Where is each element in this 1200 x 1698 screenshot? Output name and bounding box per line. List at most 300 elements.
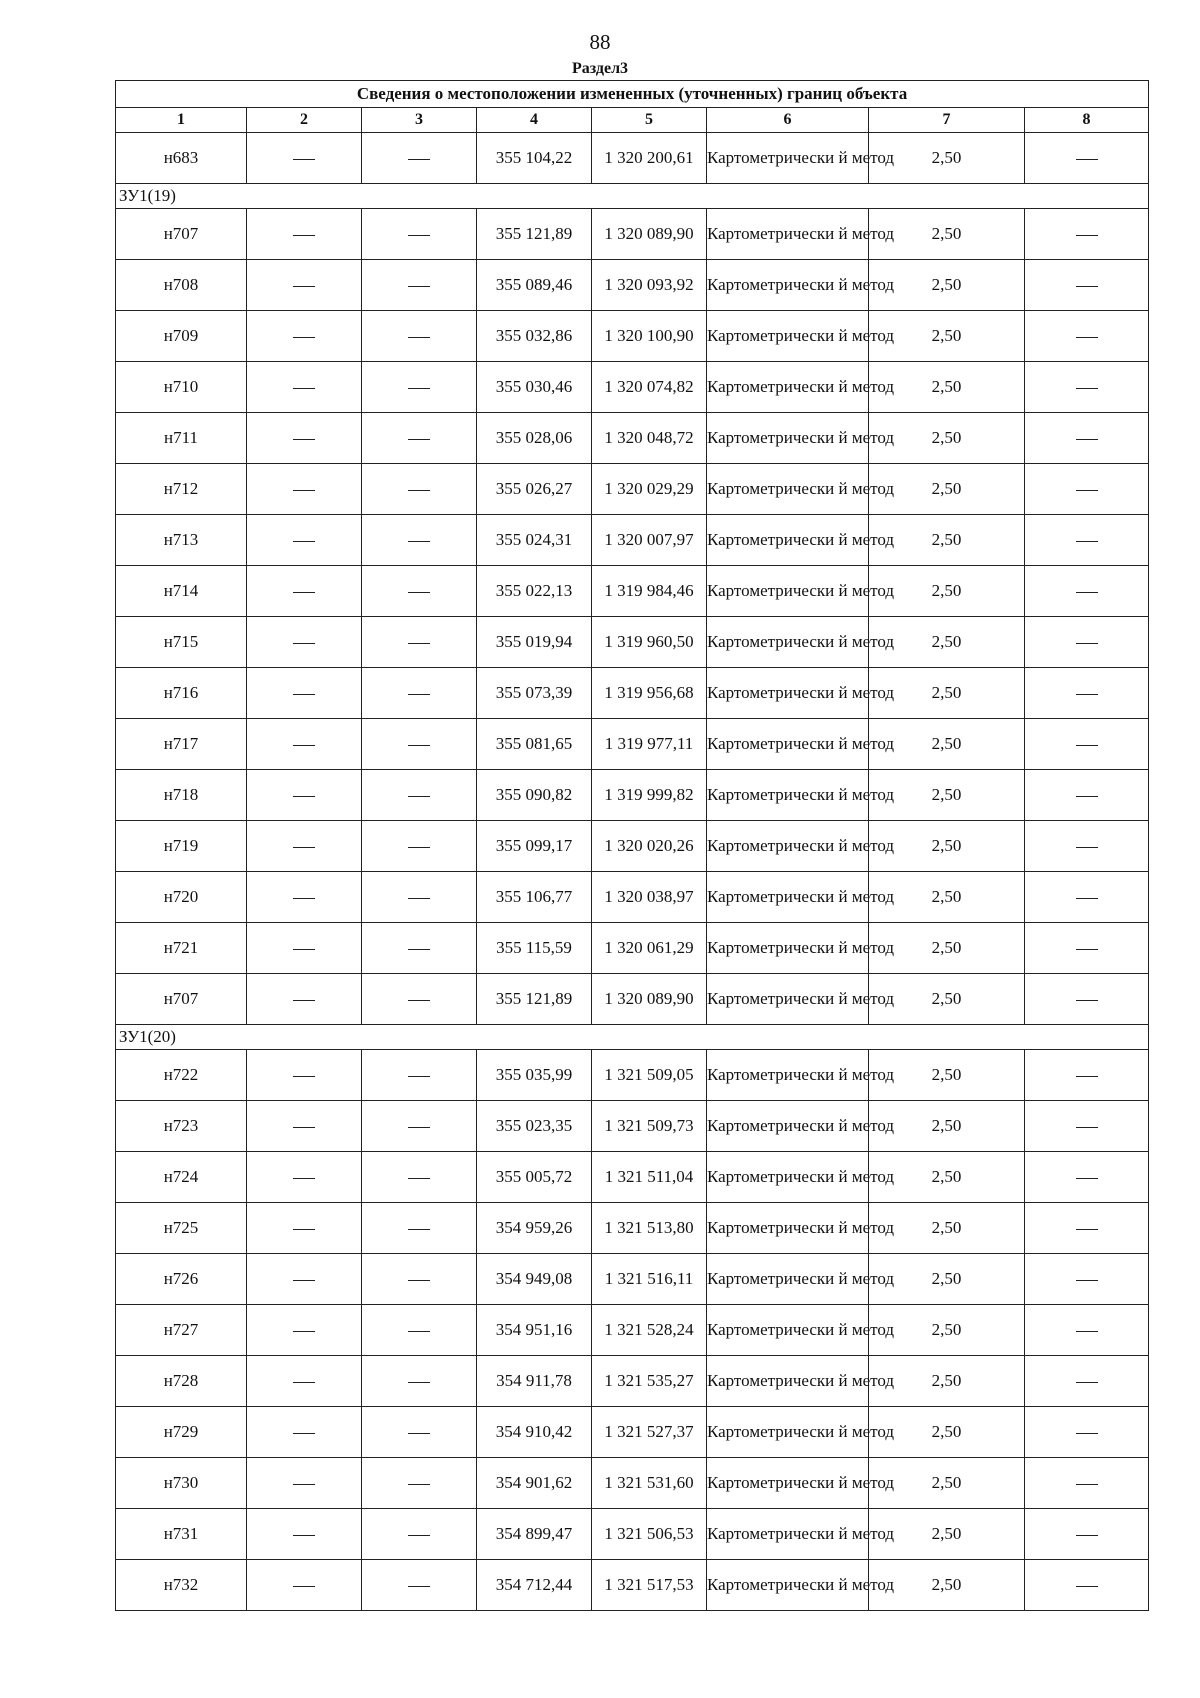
col8-empty-cell xyxy=(1025,1152,1149,1203)
dash-mark xyxy=(408,490,430,491)
dash-mark xyxy=(293,1127,315,1128)
column-number: 7 xyxy=(869,108,1025,133)
dash-mark xyxy=(408,949,430,950)
method-cell: Картометрически й метод xyxy=(707,668,869,719)
table-caption: Сведения о местоположении измененных (уточненных) границ объекта xyxy=(116,81,1149,108)
dash-mark xyxy=(293,337,315,338)
y-coordinate-cell: 1 319 977,11 xyxy=(592,719,707,770)
col8-empty-cell xyxy=(1025,974,1149,1025)
accuracy-cell: 2,50 xyxy=(869,719,1025,770)
point-name-cell: н716 xyxy=(116,668,247,719)
point-name-cell: н720 xyxy=(116,872,247,923)
col8-empty-cell xyxy=(1025,1101,1149,1152)
col3-empty-cell xyxy=(362,1254,477,1305)
col3-empty-cell xyxy=(362,464,477,515)
col2-empty-cell xyxy=(247,464,362,515)
coordinates-table xyxy=(115,80,1149,1611)
x-coordinate-cell: 354 901,62 xyxy=(477,1458,592,1509)
y-coordinate-cell: 1 321 506,53 xyxy=(592,1509,707,1560)
accuracy-cell: 2,50 xyxy=(869,1458,1025,1509)
dash-mark xyxy=(1076,1000,1098,1001)
col8-empty-cell xyxy=(1025,1050,1149,1101)
accuracy-cell: 2,50 xyxy=(869,668,1025,719)
dash-mark xyxy=(1076,643,1098,644)
column-number: 6 xyxy=(707,108,869,133)
method-cell: Картометрически й метод xyxy=(707,923,869,974)
accuracy-cell: 2,50 xyxy=(869,1152,1025,1203)
table-row xyxy=(116,770,1149,821)
dash-mark xyxy=(293,694,315,695)
x-coordinate-cell: 355 005,72 xyxy=(477,1152,592,1203)
accuracy-cell: 2,50 xyxy=(869,1254,1025,1305)
col2-empty-cell xyxy=(247,1560,362,1611)
point-name-cell: н724 xyxy=(116,1152,247,1203)
dash-mark xyxy=(293,1586,315,1587)
dash-mark xyxy=(1076,1178,1098,1179)
accuracy-cell: 2,50 xyxy=(869,133,1025,184)
col3-empty-cell xyxy=(362,872,477,923)
point-name-cell: н711 xyxy=(116,413,247,464)
method-cell: Картометрически й метод xyxy=(707,1509,869,1560)
point-name-cell: н707 xyxy=(116,974,247,1025)
x-coordinate-cell: 355 099,17 xyxy=(477,821,592,872)
x-coordinate-cell: 354 911,78 xyxy=(477,1356,592,1407)
x-coordinate-cell: 355 106,77 xyxy=(477,872,592,923)
dash-mark xyxy=(1076,796,1098,797)
y-coordinate-cell: 1 320 020,26 xyxy=(592,821,707,872)
dash-mark xyxy=(1076,1382,1098,1383)
x-coordinate-cell: 355 104,22 xyxy=(477,133,592,184)
x-coordinate-cell: 355 090,82 xyxy=(477,770,592,821)
dash-mark xyxy=(1076,1280,1098,1281)
x-coordinate-cell: 355 073,39 xyxy=(477,668,592,719)
point-name-cell: н732 xyxy=(116,1560,247,1611)
y-coordinate-cell: 1 319 960,50 xyxy=(592,617,707,668)
col8-empty-cell xyxy=(1025,260,1149,311)
dash-mark xyxy=(408,1586,430,1587)
method-cell: Картометрически й метод xyxy=(707,362,869,413)
col3-empty-cell xyxy=(362,1305,477,1356)
table-row xyxy=(116,1152,1149,1203)
accuracy-cell: 2,50 xyxy=(869,515,1025,566)
col8-empty-cell xyxy=(1025,770,1149,821)
col2-empty-cell xyxy=(247,719,362,770)
col2-empty-cell xyxy=(247,362,362,413)
dash-mark xyxy=(408,159,430,160)
dash-mark xyxy=(1076,235,1098,236)
point-name-cell: н713 xyxy=(116,515,247,566)
table-row xyxy=(116,464,1149,515)
dash-mark xyxy=(1076,490,1098,491)
col2-empty-cell xyxy=(247,1254,362,1305)
col8-empty-cell xyxy=(1025,1407,1149,1458)
dash-mark xyxy=(408,388,430,389)
accuracy-cell: 2,50 xyxy=(869,1560,1025,1611)
dash-mark xyxy=(408,745,430,746)
dash-mark xyxy=(1076,337,1098,338)
col2-empty-cell xyxy=(247,923,362,974)
dash-mark xyxy=(1076,286,1098,287)
x-coordinate-cell: 355 022,13 xyxy=(477,566,592,617)
col8-empty-cell xyxy=(1025,617,1149,668)
col8-empty-cell xyxy=(1025,668,1149,719)
accuracy-cell: 2,50 xyxy=(869,362,1025,413)
col8-empty-cell xyxy=(1025,515,1149,566)
col3-empty-cell xyxy=(362,311,477,362)
x-coordinate-cell: 355 115,59 xyxy=(477,923,592,974)
x-coordinate-cell: 355 019,94 xyxy=(477,617,592,668)
dash-mark xyxy=(1076,1331,1098,1332)
y-coordinate-cell: 1 320 074,82 xyxy=(592,362,707,413)
x-coordinate-cell: 354 899,47 xyxy=(477,1509,592,1560)
col3-empty-cell xyxy=(362,770,477,821)
method-cell: Картометрически й метод xyxy=(707,617,869,668)
y-coordinate-cell: 1 320 089,90 xyxy=(592,974,707,1025)
dash-mark xyxy=(408,1382,430,1383)
table-row xyxy=(116,1305,1149,1356)
dash-mark xyxy=(293,796,315,797)
point-name-cell: н727 xyxy=(116,1305,247,1356)
col8-empty-cell xyxy=(1025,1356,1149,1407)
col2-empty-cell xyxy=(247,1152,362,1203)
dash-mark xyxy=(293,1433,315,1434)
point-name-cell: н715 xyxy=(116,617,247,668)
dash-mark xyxy=(293,490,315,491)
accuracy-cell: 2,50 xyxy=(869,1203,1025,1254)
dash-mark xyxy=(408,235,430,236)
dash-mark xyxy=(408,1331,430,1332)
col2-empty-cell xyxy=(247,974,362,1025)
y-coordinate-cell: 1 319 956,68 xyxy=(592,668,707,719)
col2-empty-cell xyxy=(247,1203,362,1254)
y-coordinate-cell: 1 321 531,60 xyxy=(592,1458,707,1509)
method-cell: Картометрически й метод xyxy=(707,1458,869,1509)
col8-empty-cell xyxy=(1025,566,1149,617)
col8-empty-cell xyxy=(1025,133,1149,184)
dash-mark xyxy=(293,1382,315,1383)
method-cell: Картометрически й метод xyxy=(707,311,869,362)
col2-empty-cell xyxy=(247,1458,362,1509)
col3-empty-cell xyxy=(362,617,477,668)
method-cell: Картометрически й метод xyxy=(707,1152,869,1203)
accuracy-cell: 2,50 xyxy=(869,1101,1025,1152)
dash-mark xyxy=(1076,592,1098,593)
point-name-cell: н709 xyxy=(116,311,247,362)
accuracy-cell: 2,50 xyxy=(869,260,1025,311)
table-row xyxy=(116,133,1149,184)
col8-empty-cell xyxy=(1025,719,1149,770)
dash-mark xyxy=(408,439,430,440)
table-row xyxy=(116,311,1149,362)
dash-mark xyxy=(293,949,315,950)
accuracy-cell: 2,50 xyxy=(869,1050,1025,1101)
column-number: 5 xyxy=(592,108,707,133)
col3-empty-cell xyxy=(362,1509,477,1560)
dash-mark xyxy=(1076,694,1098,695)
dash-mark xyxy=(408,1000,430,1001)
col8-empty-cell xyxy=(1025,1458,1149,1509)
y-coordinate-cell: 1 320 061,29 xyxy=(592,923,707,974)
y-coordinate-cell: 1 321 527,37 xyxy=(592,1407,707,1458)
method-cell: Картометрически й метод xyxy=(707,566,869,617)
dash-mark xyxy=(1076,1076,1098,1077)
dash-mark xyxy=(1076,1535,1098,1536)
x-coordinate-cell: 354 712,44 xyxy=(477,1560,592,1611)
table-row xyxy=(116,362,1149,413)
column-number-row xyxy=(116,108,1149,133)
table-row xyxy=(116,260,1149,311)
table-row xyxy=(116,872,1149,923)
col2-empty-cell xyxy=(247,311,362,362)
dash-mark xyxy=(1076,159,1098,160)
method-cell: Картометрически й метод xyxy=(707,260,869,311)
y-coordinate-cell: 1 321 513,80 xyxy=(592,1203,707,1254)
col8-empty-cell xyxy=(1025,1305,1149,1356)
table-row xyxy=(116,668,1149,719)
y-coordinate-cell: 1 320 038,97 xyxy=(592,872,707,923)
method-cell: Картометрически й метод xyxy=(707,209,869,260)
dash-mark xyxy=(293,235,315,236)
point-name-cell: н731 xyxy=(116,1509,247,1560)
col3-empty-cell xyxy=(362,133,477,184)
dash-mark xyxy=(293,541,315,542)
y-coordinate-cell: 1 320 100,90 xyxy=(592,311,707,362)
dash-mark xyxy=(293,1535,315,1536)
dash-mark xyxy=(408,286,430,287)
table-row xyxy=(116,413,1149,464)
accuracy-cell: 2,50 xyxy=(869,1305,1025,1356)
x-coordinate-cell: 355 024,31 xyxy=(477,515,592,566)
table-row xyxy=(116,1509,1149,1560)
col3-empty-cell xyxy=(362,1050,477,1101)
point-name-cell: н729 xyxy=(116,1407,247,1458)
y-coordinate-cell: 1 319 984,46 xyxy=(592,566,707,617)
dash-mark xyxy=(408,1433,430,1434)
column-number: 1 xyxy=(116,108,247,133)
col3-empty-cell xyxy=(362,260,477,311)
dash-mark xyxy=(293,1484,315,1485)
dash-mark xyxy=(1076,949,1098,950)
group-label: ЗУ1(20) xyxy=(116,1025,1149,1050)
dash-mark xyxy=(408,541,430,542)
accuracy-cell: 2,50 xyxy=(869,1356,1025,1407)
accuracy-cell: 2,50 xyxy=(869,413,1025,464)
method-cell: Картометрически й метод xyxy=(707,770,869,821)
point-name-cell: н717 xyxy=(116,719,247,770)
dash-mark xyxy=(1076,1484,1098,1485)
dash-mark xyxy=(293,1178,315,1179)
dash-mark xyxy=(408,643,430,644)
col2-empty-cell xyxy=(247,566,362,617)
dash-mark xyxy=(1076,1229,1098,1230)
col2-empty-cell xyxy=(247,821,362,872)
method-cell: Картометрически й метод xyxy=(707,1560,869,1611)
dash-mark xyxy=(1076,541,1098,542)
accuracy-cell: 2,50 xyxy=(869,1509,1025,1560)
accuracy-cell: 2,50 xyxy=(869,821,1025,872)
y-coordinate-cell: 1 320 089,90 xyxy=(592,209,707,260)
point-name-cell: н683 xyxy=(116,133,247,184)
col2-empty-cell xyxy=(247,1101,362,1152)
accuracy-cell: 2,50 xyxy=(869,1407,1025,1458)
col3-empty-cell xyxy=(362,209,477,260)
point-name-cell: н719 xyxy=(116,821,247,872)
dash-mark xyxy=(293,1331,315,1332)
col2-empty-cell xyxy=(247,413,362,464)
x-coordinate-cell: 355 032,86 xyxy=(477,311,592,362)
dash-mark xyxy=(293,643,315,644)
col2-empty-cell xyxy=(247,770,362,821)
dash-mark xyxy=(408,1127,430,1128)
accuracy-cell: 2,50 xyxy=(869,566,1025,617)
point-name-cell: н728 xyxy=(116,1356,247,1407)
accuracy-cell: 2,50 xyxy=(869,770,1025,821)
point-name-cell: н712 xyxy=(116,464,247,515)
table-row xyxy=(116,209,1149,260)
column-number: 4 xyxy=(477,108,592,133)
col2-empty-cell xyxy=(247,1050,362,1101)
page-number: 88 xyxy=(589,30,611,54)
col2-empty-cell xyxy=(247,133,362,184)
dash-mark xyxy=(293,159,315,160)
col8-empty-cell xyxy=(1025,1560,1149,1611)
table-row xyxy=(116,1101,1149,1152)
dash-mark xyxy=(1076,1127,1098,1128)
dash-mark xyxy=(1076,1433,1098,1434)
column-number: 3 xyxy=(362,108,477,133)
section-title: Раздел3 xyxy=(571,60,629,77)
x-coordinate-cell: 355 089,46 xyxy=(477,260,592,311)
method-cell: Картометрически й метод xyxy=(707,1203,869,1254)
dash-mark xyxy=(1076,745,1098,746)
table-row xyxy=(116,719,1149,770)
table-row xyxy=(116,566,1149,617)
table-row xyxy=(116,1356,1149,1407)
method-cell: Картометрически й метод xyxy=(707,1254,869,1305)
dash-mark xyxy=(408,796,430,797)
method-cell: Картометрически й метод xyxy=(707,974,869,1025)
col2-empty-cell xyxy=(247,617,362,668)
col2-empty-cell xyxy=(247,1356,362,1407)
col3-empty-cell xyxy=(362,1560,477,1611)
col3-empty-cell xyxy=(362,566,477,617)
col8-empty-cell xyxy=(1025,311,1149,362)
group-label: ЗУ1(19) xyxy=(116,184,1149,209)
col2-empty-cell xyxy=(247,209,362,260)
point-name-cell: н714 xyxy=(116,566,247,617)
accuracy-cell: 2,50 xyxy=(869,923,1025,974)
method-cell: Картометрически й метод xyxy=(707,872,869,923)
x-coordinate-cell: 355 026,27 xyxy=(477,464,592,515)
table-row xyxy=(116,821,1149,872)
method-cell: Картометрически й метод xyxy=(707,1101,869,1152)
col8-empty-cell xyxy=(1025,1254,1149,1305)
col3-empty-cell xyxy=(362,515,477,566)
col3-empty-cell xyxy=(362,1152,477,1203)
point-name-cell: н718 xyxy=(116,770,247,821)
table-body xyxy=(116,133,1149,1611)
col8-empty-cell xyxy=(1025,1203,1149,1254)
dash-mark xyxy=(293,745,315,746)
col2-empty-cell xyxy=(247,515,362,566)
dash-mark xyxy=(408,694,430,695)
col8-empty-cell xyxy=(1025,362,1149,413)
accuracy-cell: 2,50 xyxy=(869,617,1025,668)
x-coordinate-cell: 354 949,08 xyxy=(477,1254,592,1305)
y-coordinate-cell: 1 321 511,04 xyxy=(592,1152,707,1203)
x-coordinate-cell: 355 121,89 xyxy=(477,209,592,260)
x-coordinate-cell: 355 081,65 xyxy=(477,719,592,770)
col3-empty-cell xyxy=(362,719,477,770)
col3-empty-cell xyxy=(362,1203,477,1254)
col3-empty-cell xyxy=(362,923,477,974)
method-cell: Картометрически й метод xyxy=(707,1356,869,1407)
col8-empty-cell xyxy=(1025,872,1149,923)
method-cell: Картометрически й метод xyxy=(707,413,869,464)
dash-mark xyxy=(293,1076,315,1077)
x-coordinate-cell: 355 023,35 xyxy=(477,1101,592,1152)
dash-mark xyxy=(1076,898,1098,899)
x-coordinate-cell: 355 035,99 xyxy=(477,1050,592,1101)
dash-mark xyxy=(408,592,430,593)
dash-mark xyxy=(293,592,315,593)
column-number: 2 xyxy=(247,108,362,133)
col8-empty-cell xyxy=(1025,209,1149,260)
point-name-cell: н726 xyxy=(116,1254,247,1305)
accuracy-cell: 2,50 xyxy=(869,209,1025,260)
x-coordinate-cell: 354 910,42 xyxy=(477,1407,592,1458)
dash-mark xyxy=(293,1229,315,1230)
col3-empty-cell xyxy=(362,1356,477,1407)
point-name-cell: н707 xyxy=(116,209,247,260)
x-coordinate-cell: 354 951,16 xyxy=(477,1305,592,1356)
point-name-cell: н708 xyxy=(116,260,247,311)
point-name-cell: н710 xyxy=(116,362,247,413)
table-row xyxy=(116,923,1149,974)
col3-empty-cell xyxy=(362,668,477,719)
col2-empty-cell xyxy=(247,872,362,923)
col2-empty-cell xyxy=(247,1305,362,1356)
point-name-cell: н721 xyxy=(116,923,247,974)
dash-mark xyxy=(408,847,430,848)
dash-mark xyxy=(408,898,430,899)
col3-empty-cell xyxy=(362,1407,477,1458)
dash-mark xyxy=(1076,847,1098,848)
dash-mark xyxy=(408,1076,430,1077)
method-cell: Картометрически й метод xyxy=(707,515,869,566)
method-cell: Картометрически й метод xyxy=(707,1050,869,1101)
x-coordinate-cell: 355 028,06 xyxy=(477,413,592,464)
point-name-cell: н723 xyxy=(116,1101,247,1152)
method-cell: Картометрически й метод xyxy=(707,464,869,515)
x-coordinate-cell: 355 121,89 xyxy=(477,974,592,1025)
col8-empty-cell xyxy=(1025,923,1149,974)
group-row xyxy=(116,184,1149,209)
group-row xyxy=(116,1025,1149,1050)
y-coordinate-cell: 1 320 093,92 xyxy=(592,260,707,311)
table-row xyxy=(116,1203,1149,1254)
dash-mark xyxy=(293,388,315,389)
dash-mark xyxy=(293,1280,315,1281)
col2-empty-cell xyxy=(247,668,362,719)
y-coordinate-cell: 1 320 200,61 xyxy=(592,133,707,184)
col8-empty-cell xyxy=(1025,1509,1149,1560)
dash-mark xyxy=(293,1000,315,1001)
col8-empty-cell xyxy=(1025,464,1149,515)
col3-empty-cell xyxy=(362,974,477,1025)
y-coordinate-cell: 1 321 517,53 xyxy=(592,1560,707,1611)
table-row xyxy=(116,1458,1149,1509)
